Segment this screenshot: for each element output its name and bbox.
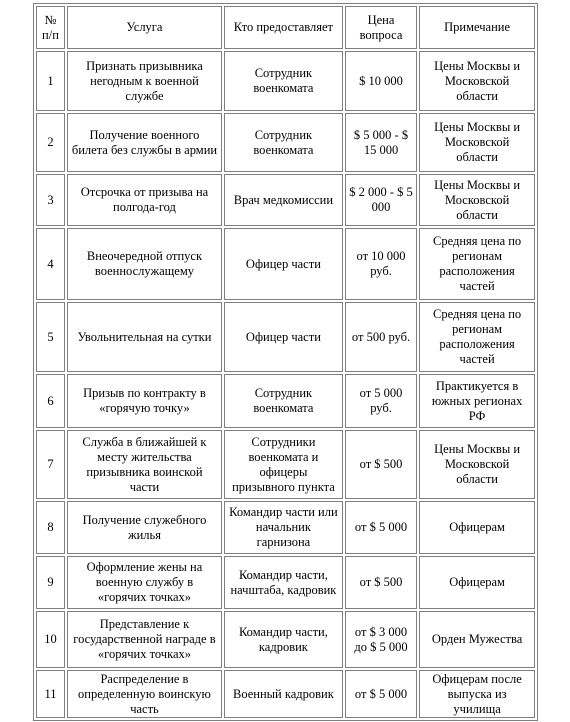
header-provider: Кто предоставляет [224, 6, 343, 49]
cell-price: $ 2 000 - $ 5 000 [345, 174, 417, 226]
cell-price: от 500 руб. [345, 302, 417, 372]
cell-price: от $ 5 000 [345, 670, 417, 718]
table-row [36, 302, 535, 372]
cell-provider: Сотрудник военкомата [224, 113, 343, 172]
header-num: № п/п [36, 6, 65, 49]
cell-price: от $ 3 000 до $ 5 000 [345, 611, 417, 668]
cell-note: Средняя цена по регионам расположения частей [419, 228, 535, 300]
cell-note: Цены Москвы и Московской области [419, 174, 535, 226]
cell-price: от 5 000 руб. [345, 374, 417, 428]
cell-service: Получение военного билета без службы в армии [67, 113, 222, 172]
cell-service: Внеочередной отпуск военнослужащему [67, 228, 222, 300]
table-row [36, 430, 535, 499]
cell-num: 8 [36, 501, 65, 554]
cell-service: Увольнительная на сутки [67, 302, 222, 372]
cell-num: 10 [36, 611, 65, 668]
cell-num: 6 [36, 374, 65, 428]
cell-service: Оформление жены на военную службу в «горячих точках» [67, 556, 222, 609]
cell-price: от $ 5 000 [345, 501, 417, 554]
cell-note: Практикуется в южных регионах РФ [419, 374, 535, 428]
cell-provider: Врач медкомиссии [224, 174, 343, 226]
cell-price: от $ 500 [345, 556, 417, 609]
cell-note: Офицерам [419, 556, 535, 609]
cell-num: 5 [36, 302, 65, 372]
header-note: Примечание [419, 6, 535, 49]
table-row [36, 556, 535, 609]
header-price: Цена вопроса [345, 6, 417, 49]
cell-note: Орден Мужества [419, 611, 535, 668]
cell-num: 3 [36, 174, 65, 226]
cell-note: Цены Москвы и Московской области [419, 113, 535, 172]
cell-provider: Военный кадровик [224, 670, 343, 718]
table-row [36, 228, 535, 300]
cell-provider: Сотрудники военкомата и офицеры призывного пункта [224, 430, 343, 499]
table-row [36, 374, 535, 428]
cell-num: 7 [36, 430, 65, 499]
table-row [36, 501, 535, 554]
cell-provider: Офицер части [224, 228, 343, 300]
cell-price: $ 5 000 - $ 15 000 [345, 113, 417, 172]
cell-num: 11 [36, 670, 65, 718]
cell-provider: Офицер части [224, 302, 343, 372]
cell-num: 1 [36, 51, 65, 111]
cell-service: Представление к государственной награде в «горячих точках» [67, 611, 222, 668]
cell-num: 2 [36, 113, 65, 172]
cell-service: Признать призывника негодным к военной службе [67, 51, 222, 111]
bribe-price-table [33, 3, 538, 721]
cell-price: от $ 500 [345, 430, 417, 499]
cell-note: Средняя цена по регионам расположения частей [419, 302, 535, 372]
cell-num: 4 [36, 228, 65, 300]
cell-provider: Сотрудник военкомата [224, 51, 343, 111]
cell-price: $ 10 000 [345, 51, 417, 111]
table-row [36, 51, 535, 111]
cell-provider: Командир части, кадровик [224, 611, 343, 668]
table-row [36, 174, 535, 226]
cell-num: 9 [36, 556, 65, 609]
table-row [36, 670, 535, 718]
header-service: Услуга [67, 6, 222, 49]
cell-service: Распределение в определенную воинскую часть [67, 670, 222, 718]
cell-note: Цены Москвы и Московской области [419, 430, 535, 499]
cell-service: Отсрочка от призыва на полгода-год [67, 174, 222, 226]
cell-note: Офицерам [419, 501, 535, 554]
cell-price: от 10 000 руб. [345, 228, 417, 300]
cell-service: Получение служебного жилья [67, 501, 222, 554]
cell-note: Офицерам после выпуска из училища [419, 670, 535, 718]
header-row [36, 6, 535, 49]
cell-service: Служба в ближайшей к месту жительства призывника воинской части [67, 430, 222, 499]
table-row [36, 611, 535, 668]
cell-provider: Командир части, начштаба, кадровик [224, 556, 343, 609]
cell-note: Цены Москвы и Московской области [419, 51, 535, 111]
table-row [36, 113, 535, 172]
cell-service: Призыв по контракту в «горячую точку» [67, 374, 222, 428]
cell-provider: Командир части или начальник гарнизона [224, 501, 343, 554]
cell-provider: Сотрудник военкомата [224, 374, 343, 428]
